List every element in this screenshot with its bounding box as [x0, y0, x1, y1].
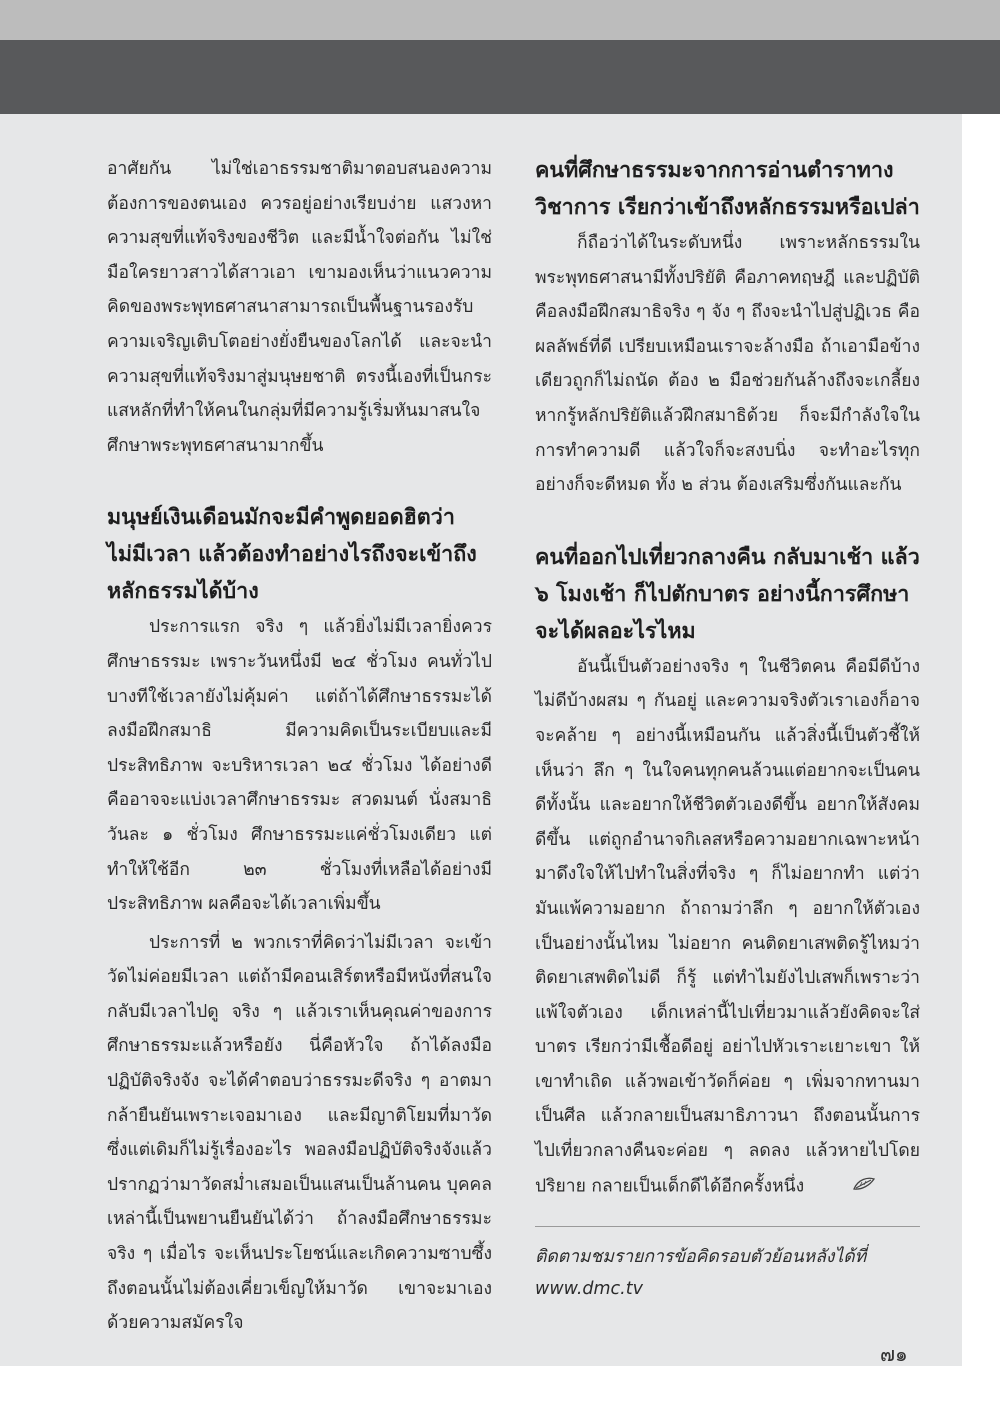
paragraph-academic-answer: ก็ถือว่าได้ในระดับหนึ่ง เพราะหลักธรรมในพระพุทธศาสนามีทั้งปริยัติ คือภาคทฤษฎี และปฏิบัติ คือลงมือฝึกสมาธิจริง ๆ จัง ๆ ถึงจะนำไปสู่ปฏิเวธ คือผลลัพธ์ที่ดี เปรียบเหมือนเราจะล้างมือ ถ้าเอามือข้างเดียวถูกก็ไม่ถนัด ต้อง ๒ มือช่วยกันล้างถึงจะเกลี้ยง หากรู้หลักปริยัติแล้วฝึกสมาธิด้วย ก็จะมีกำลังใจในการทำความดี แล้วใจก็จะสงบนิ่ง จะทำอะไรทุกอย่างก็จะดีหมด ทั้ง ๒ ส่วน ต้องเสริมซึ่งกันและกัน	[535, 233, 920, 496]
heading-no-time: มนุษย์เงินเดือนมักจะมีคำพูดยอดฮิตว่าไม่มีเวลา แล้วต้องทำอย่างไรถึงจะเข้าถึงหลักธรรมได้บ้าง	[107, 505, 477, 605]
paragraph-intro: อาศัยกัน ไม่ใช่เอาธรรมชาติมาตอบสนองความต้องการของตนเอง ควรอยู่อย่างเรียบง่าย แสวงหาความสุขที่แท้จริงของชีวิต และมีน้ำใจต่อกัน ไม่ใช่มือใครยาวสาวได้สาวเอา เขามองเห็นว่าแนวความคิดของพระพุทธศาสนาสามารถเป็นพื้นฐานรองรับความเจริญเติบโตอย่างยั่งยืนของโลกได้ และจะนำความสุขที่แท้จริงมาสู่มนุษยชาติ ตรงนี้เองที่เป็นกระแสหลักที่ทำให้คนในกลุ่มที่มีความรู้เริ่มหันมาสนใจศึกษาพระพุทธศาสนามากขึ้น	[107, 159, 492, 456]
header-band-dark	[0, 40, 1000, 114]
heading-nightlife: คนที่ออกไปเที่ยวกลางคืน กลับมาเช้า แล้ว ๖ โมงเช้า ก็ไปตักบาตร อย่างนี้การศึกษาจะได้ผลอะไรไหม	[535, 544, 920, 644]
header-band-light	[0, 0, 1000, 40]
paragraph-first-reason: ประการแรก จริง ๆ แล้วยิ่งไม่มีเวลายิ่งควรศึกษาธรรมะ เพราะวันหนึ่งมี ๒๔ ชั่วโมง คนทั่วไปบางทีใช้เวลายังไม่คุ้มค่า แต่ถ้าได้ศึกษาธรรมะได้ลงมือฝึกสมาธิ มีความคิดเป็นระเบียบและมีประสิทธิภาพ จะบริหารเวลา ๒๔ ชั่วโมง ได้อย่างดี คืออาจจะแบ่งเวลาศึกษาธรรมะ สวดมนต์ นั่งสมาธิวันละ ๑ ชั่วโมง ศึกษาธรรมะแค่ชั่วโมงเดียว แต่ทำให้ใช้อีก ๒๓ ชั่วโมงที่เหลือได้อย่างมีประสิทธิภาพ ผลคือจะได้เวลาเพิ่มขึ้น	[107, 617, 492, 915]
leaf-icon	[810, 1169, 876, 1204]
paragraph-nightlife-answer	[535, 650, 920, 1204]
right-column	[535, 152, 920, 1305]
page-number: ๗๑	[880, 1342, 908, 1366]
footnote-text: ติดตามชมรายการข้อคิดรอบตัวย้อนหลังได้ที่	[535, 1246, 867, 1267]
heading-academic-study: คนที่ศึกษาธรรมะจากการอ่านตำราทางวิชาการ เรียกว่าเข้าถึงหลักธรรมหรือเปล่า	[535, 158, 920, 220]
footnote-link[interactable]: www.dmc.tv	[535, 1278, 643, 1299]
left-column	[107, 152, 492, 1341]
footnote-divider	[535, 1226, 920, 1227]
paragraph-second-reason: ประการที่ ๒ พวกเราที่คิดว่าไม่มีเวลา จะเข้าวัดไม่ค่อยมีเวลา แต่ถ้ามีคอนเสิร์ตหรือมีหนังที่สนใจกลับมีเวลาไปดู จริง ๆ แล้วเราเห็นคุณค่าของการศึกษาธรรมะแล้วหรือยัง นี่คือหัวใจ ถ้าได้ลงมือปฏิบัติจริงจัง จะได้คำตอบว่าธรรมะดีจริง ๆ อาตมากล้ายืนยันเพราะเจอมาเอง และมีญาติโยมที่มาวัดซึ่งแต่เดิมก็ไม่รู้เรื่องอะไร พอลงมือปฏิบัติจริงจังแล้วปรากฏว่ามาวัดสม่ำเสมอเป็นแสนเป็นล้านคน บุคคลเหล่านี้เป็นพยานยืนยันได้ว่า ถ้าลงมือศึกษาธรรมะจริง ๆ เมื่อไร จะเห็นประโยชน์และเกิดความซาบซึ้ง ถึงตอนนั้นไม่ต้องเคี่ยวเข็ญให้มาวัด เขาจะมาเองด้วยความสมัครใจ	[107, 932, 492, 1334]
paragraph-nightlife-text: อันนี้เป็นตัวอย่างจริง ๆ ในชีวิตคน คือมีดีบ้างไม่ดีบ้างผสม ๆ กันอยู่ และความจริงตัวเราเองก็อาจจะคล้าย ๆ อย่างนี้เหมือนกัน แล้วสิ่งนี้เป็นตัวชี้ให้เห็นว่า ลึก ๆ ในใจคนทุกคนล้วนแต่อยากจะเป็นคนดีทั้งนั้น และอยากให้ชีวิตตัวเองดีขึ้น อยากให้สังคมดีขึ้น แต่ถูกอำนาจกิเลสหรือความอยากเฉพาะหน้ามาดึงใจให้ไปทำในสิ่งที่จริง ๆ ก็ไม่อยากทำ แต่ว่ามันแพ้ความอยาก ถ้าถามว่าลึก ๆ อยากให้ตัวเองเป็นอย่างนั้นไหม ไม่อยาก คนติดยาเสพติดรู้ไหมว่าติดยาเสพติดไม่ดี ก็รู้ แต่ทำไมยังไปเสพก็เพราะว่าแพ้ใจตัวเอง เด็กเหล่านี้ไปเที่ยวมาแล้วยังคิดจะใส่บาตร เรียกว่ามีเชื้อดีอยู่ อย่าไปหัวเราะเยาะเขา ให้เขาทำเถิด แล้วพอเข้าวัดก็ค่อย ๆ เพิ่มจากทานมาเป็นศีล แล้วกลายเป็นสมาธิภาวนา ถึงตอนนั้นการไปเที่ยวกลางคืนจะค่อย ๆ ลดลง แล้วหายไปโดยปริยาย กลายเป็นเด็กดีได้อีกครั้งหนึ่ง	[535, 656, 920, 1196]
